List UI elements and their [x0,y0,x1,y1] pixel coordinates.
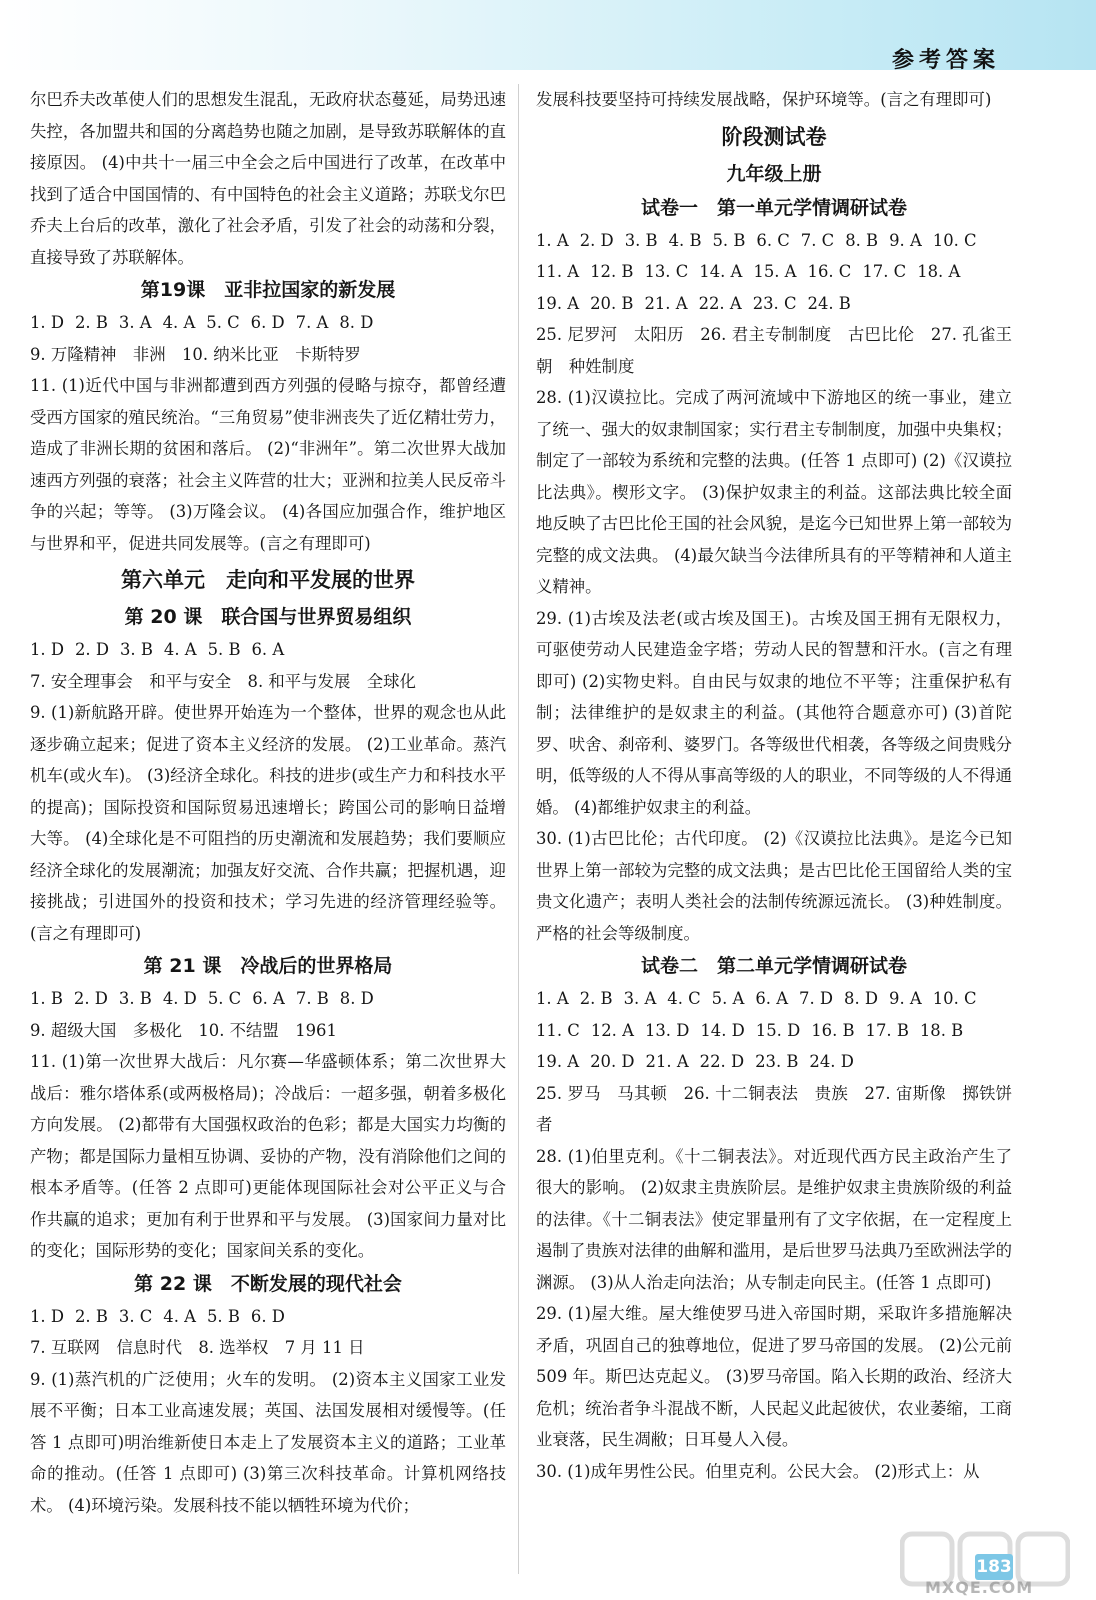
answer: 14. A [699,262,743,281]
answer: 21. A [645,1052,689,1071]
answer: 24. D [809,1052,854,1071]
answer: 1. A [536,230,569,250]
test-2-title: 试卷二 第二单元学情调研试卷 [640,955,907,977]
answer: 2. D [75,640,109,659]
answer: 19. A [536,293,580,313]
answer: 5. B [207,640,241,659]
answer: 3. B [624,230,658,250]
grade-title: 九年级上册 [726,162,822,185]
lesson-20-fill: 7. 安全理事会 和平与安全 8. 和平与发展 全球化 [30,671,416,691]
answer: 10. C [932,230,977,250]
unit-6-title: 第六单元 走向和平发展的世界 [121,568,415,592]
answer: 15. A [753,262,797,281]
answer: 1. D [30,313,64,332]
test-2-choices-row-2 [536,1015,1012,1047]
answer: 20. B [590,293,634,313]
answer: 7. C [800,230,835,250]
header-band [0,0,1096,73]
answer: 11. C [536,1020,580,1040]
answer: 1. B [30,989,63,1008]
test-1-choices-row-1 [536,225,1012,257]
answer: 17. B [865,1020,909,1040]
lesson-22-choices [30,1301,506,1333]
answer: 7. A [295,313,329,332]
answer: 4. A [163,1306,196,1326]
answer: 13. C [644,262,689,281]
lesson-21-fill: 9. 超级大国 多极化 10. 不结盟 1961 [30,1020,337,1040]
test-1-q28: 28. (1)汉谟拉比。完成了两河流域中下游地区的统一事业，建立了统一、强大的奴隶制国家；实行君主专制制度，加强中央集权；制定了一部较为系统和完整的法典。(任答 1 点即可) (2)《汉谟拉比法典》。楔形文字。 (3)保护奴隶主的利益。这部法典比较全面地反映了古巴比伦王国的社会风貌，是迄今已知世界上第一部较为完整的成文法典。 (4)最欠缺当今法律所具有的平等精神和人道主义精神。 [536,388,1012,596]
answer: 13. D [644,1020,690,1040]
test-1-q30: 30. (1)古巴比伦；古代印度。 (2)《汉谟拉比法典》。是迄今已知世界上第一部较为完整的成文法典；是古巴比伦王国留给人类的宝贵文化遗产；表明人类社会的法制传统源远流长。 (3)种姓制度。严格的社会等级制度。 [536,829,1012,943]
answer: 3. A [623,989,657,1008]
test-2-choices-row-3 [536,1046,1012,1078]
answer: 10. C [932,989,977,1008]
answer: 5. B [712,230,746,250]
answer: 5. B [206,1306,240,1326]
answer: 16. B [811,1020,855,1040]
test-1-choices-row-3 [536,288,1012,320]
answer: 2. B [75,313,108,332]
answer: 3. B [118,989,152,1008]
answer: 23. C [752,293,797,313]
right-column [536,84,1012,1487]
lesson-20-q9: 9. (1)新航路开辟。使世界开始连为一个整体，世界的观念也从此逐步确立起来；促进了资本主义经济的发展。 (2)工业革命。蒸汽机车(或火车)。 (3)经济全球化。科技的进步(或生产力和科技水平的提高)；国际投资和国际贸易迅速增长；跨国公司的影响日益增大等。 (4)全球化是不可阻挡的历史潮流和发展趋势；我们要顺应经济全球化的发展潮流；加强友好交流、合作共赢；把握机遇，迎接挑战；引进国外的投资和技术；学习先进的经济管理经验等。(言之有理即可) [30,703,506,943]
test-2-q29: 29. (1)屋大维。屋大维使罗马进入帝国时期，采取许多措施解决矛盾，巩固自己的独尊地位，促进了罗马帝国的发展。 (2)公元前 509 年。斯巴达克起义。 (3)罗马帝国。陷入长期的政治、经济大危机；统治者争斗混战不断，人民起义此起彼伏，农业萎缩，工商业衰落，民生凋敝；日耳曼人入侵。 [536,1304,1012,1449]
answer: 2. D [579,230,614,250]
lesson-19-fill: 9. 万隆精神 非洲 10. 纳米比亚 卡斯特罗 [30,344,361,364]
answer: 6. A [251,640,285,659]
answer: 20. D [590,1052,635,1071]
answer: 17. C [862,262,907,281]
answer: 23. B [755,1052,799,1071]
answer: 6. A [252,989,285,1008]
answer: 3. A [118,313,152,332]
answer: 4. B [668,230,702,250]
right-intro-paragraph: 发展科技要坚持可持续发展战略，保护环境等。(言之有理即可) [536,90,992,109]
test-2-fill: 25. 罗马 马其顿 26. 十二铜表法 贵族 27. 宙斯像 掷铁饼者 [536,1083,1012,1134]
answer: 9. A [889,230,922,250]
test-1-title: 试卷一 第一单元学情调研试卷 [640,196,907,219]
answer: 7. B [295,989,329,1008]
answer: 8. D [339,989,374,1008]
test-2-q30: 30. (1)成年男性公民。伯里克利。公民大会。 (2)形式上：从 [536,1461,980,1481]
lesson-21-title: 第 21 课 冷战后的世界格局 [143,955,393,977]
watermark-url: MXQE.COM [925,1578,1034,1597]
answer: 16. C [807,262,852,281]
test-1-choices-row-2 [536,256,1012,288]
section-title: 阶段测试卷 [721,124,827,149]
answer: 22. D [699,1052,745,1071]
answer: 6. A [755,989,789,1008]
lesson-22-fill: 7. 互联网 信息时代 8. 选举权 7 月 11 日 [30,1338,365,1357]
lesson-19-q11: 11. (1)近代中国与非洲都遭到西方列强的侵略与掠夺，都曾经遭受西方国家的殖民统治。“三角贸易”使非洲丧失了近亿精壮劳力，造成了非洲长期的贫困和落后。 (2)“非洲年”。第二次世界大战加速西方列强的衰落；社会主义阵营的壮大；亚洲和拉美人民反帝斗争的兴起；等等。 (3)万隆会议。 (4)各国应加强合作，维护地区与世界和平，促进共同发展等。(言之有理即可) [30,376,506,553]
answer: 5. C [207,989,242,1008]
answer: 4. C [667,989,701,1008]
answer: 18. A [917,262,961,281]
answer: 8. D [844,989,879,1008]
answer: 9. A [889,989,922,1008]
column-divider [518,84,519,1574]
answer: 15. D [755,1020,801,1040]
answer: 5. A [711,989,745,1008]
answer: 11. A [536,262,580,281]
answer: 6. C [756,230,790,250]
test-1-fill: 25. 尼罗河 太阳历 26. 君主专制制度 古巴比伦 27. 孔雀王朝 种姓制度 [536,325,1012,376]
answer: 12. B [590,262,634,281]
answer: 2. D [73,989,108,1008]
page-number: 183 [975,1554,1013,1580]
lesson-21-q11: 11. (1)第一次世界大战后：凡尔赛—华盛顿体系；第二次世界大战后：雅尔塔体系(或两极格局)；冷战后：一超多强，朝着多极化方向发展。 (2)都带有大国强权政治的色彩；都是大国实力均衡的产物；都是国际力量相互协调、妥协的产物，没有消除他们之间的根本矛盾等。(任答 2 点即可)更能体现国际社会对公平正义与合作共赢的追求；更加有利于世界和平与发展。 (3)国家间力量对比的变化；国际形势的变化；国家间关系的变化。 [30,1052,506,1260]
answer: 21. A [644,293,688,313]
answer: 1. A [536,989,569,1008]
answer: 4. D [162,989,197,1008]
answer: 3. C [118,1306,153,1326]
answer: 6. D [250,1306,285,1326]
answer: 6. D [250,313,285,332]
answer: 14. D [700,1020,745,1040]
answer: 19. A [536,1052,580,1071]
answer: 8. D [339,313,374,332]
answer: 24. B [807,293,851,313]
test-1-q29: 29. (1)古埃及法老(或古埃及国王)。古埃及国王拥有无限权力，可驱使劳动人民建造金字塔；劳动人民的智慧和汗水。(言之有理即可) (2)实物史料。自由民与奴隶的地位不平等；注重保护私有制；法律维护的是奴隶主的利益。(其他符合题意亦可) (3)首陀罗、吠舍、刹帝利、婆罗门。各等级世代相袭，各等级之间贵贱分明，低等级的人不得从事高等级的人的职业，不同等级的人不得通婚。 (4)都维护奴隶主的利益。 [536,608,1012,817]
answer: 8. B [845,230,879,250]
answer: 4. A [162,313,196,332]
lesson-20-choices [30,634,506,666]
answer: 2. B [75,1306,108,1326]
answer: 4. A [163,640,197,659]
test-2-choices-row-1 [536,983,1012,1015]
answer: 1. D [30,640,64,659]
answer: 1. D [30,1306,64,1326]
answer: 2. B [579,989,613,1008]
lesson-19-choices [30,307,506,339]
lesson-20-title: 第 20 课 联合国与世界贸易组织 [124,606,412,628]
test-2-q28: 28. (1)伯里克利。《十二铜表法》。对近现代西方民主政治产生了很大的影响。 (2)奴隶主贵族阶层。是维护奴隶主贵族阶级的利益的法律。《十二铜表法》使定罪量刑有了文字依据，在一定程度上遏制了贵族对法律的曲解和滥用，是后世罗马法典乃至欧洲法学的渊源。 (3)从人治走向法治；从专制走向民主。(任答 1 点即可) [536,1146,1012,1292]
lesson-21-choices [30,983,506,1015]
answer: 18. B [919,1020,964,1040]
answer: 22. A [698,293,742,313]
answer: 12. A [590,1020,634,1040]
left-column [30,84,506,1521]
intro-paragraph: 尔巴乔夫改革使人们的思想发生混乱，无政府状态蔓延，局势迅速失控，各加盟共和国的分离趋势也随之加剧，是导致苏联解体的直接原因。 (4)中共十一届三中全会之后中国进行了改革，在改革中找到了适合中国国情的、有中国特色的社会主义道路；苏联戈尔巴乔夫上台后的改革，激化了社会矛盾，引发了社会的动荡和分裂，直接导致了苏联解体。 [30,90,506,267]
lesson-22-q9: 9. (1)蒸汽机的广泛使用；火车的发明。 (2)资本主义国家工业发展不平衡；日本工业高速发展；英国、法国发展相对缓慢等。(任答 1 点即可)明治维新使日本走上了发展资本主义的道路；工业革命的推动。(任答 1 点即可) (3)第三次科技革命。计算机网络技术。 (4)环境污染。发展科技不能以牺牲环境为代价； [30,1369,506,1515]
answer: 5. C [206,313,240,332]
lesson-19-title: 第19课 亚非拉国家的新发展 [140,279,396,301]
header-title: 参考答案 [891,48,1000,73]
lesson-22-title: 第 22 课 不断发展的现代社会 [134,1272,402,1295]
answer: 7. D [799,989,834,1008]
answer: 3. B [120,640,153,659]
